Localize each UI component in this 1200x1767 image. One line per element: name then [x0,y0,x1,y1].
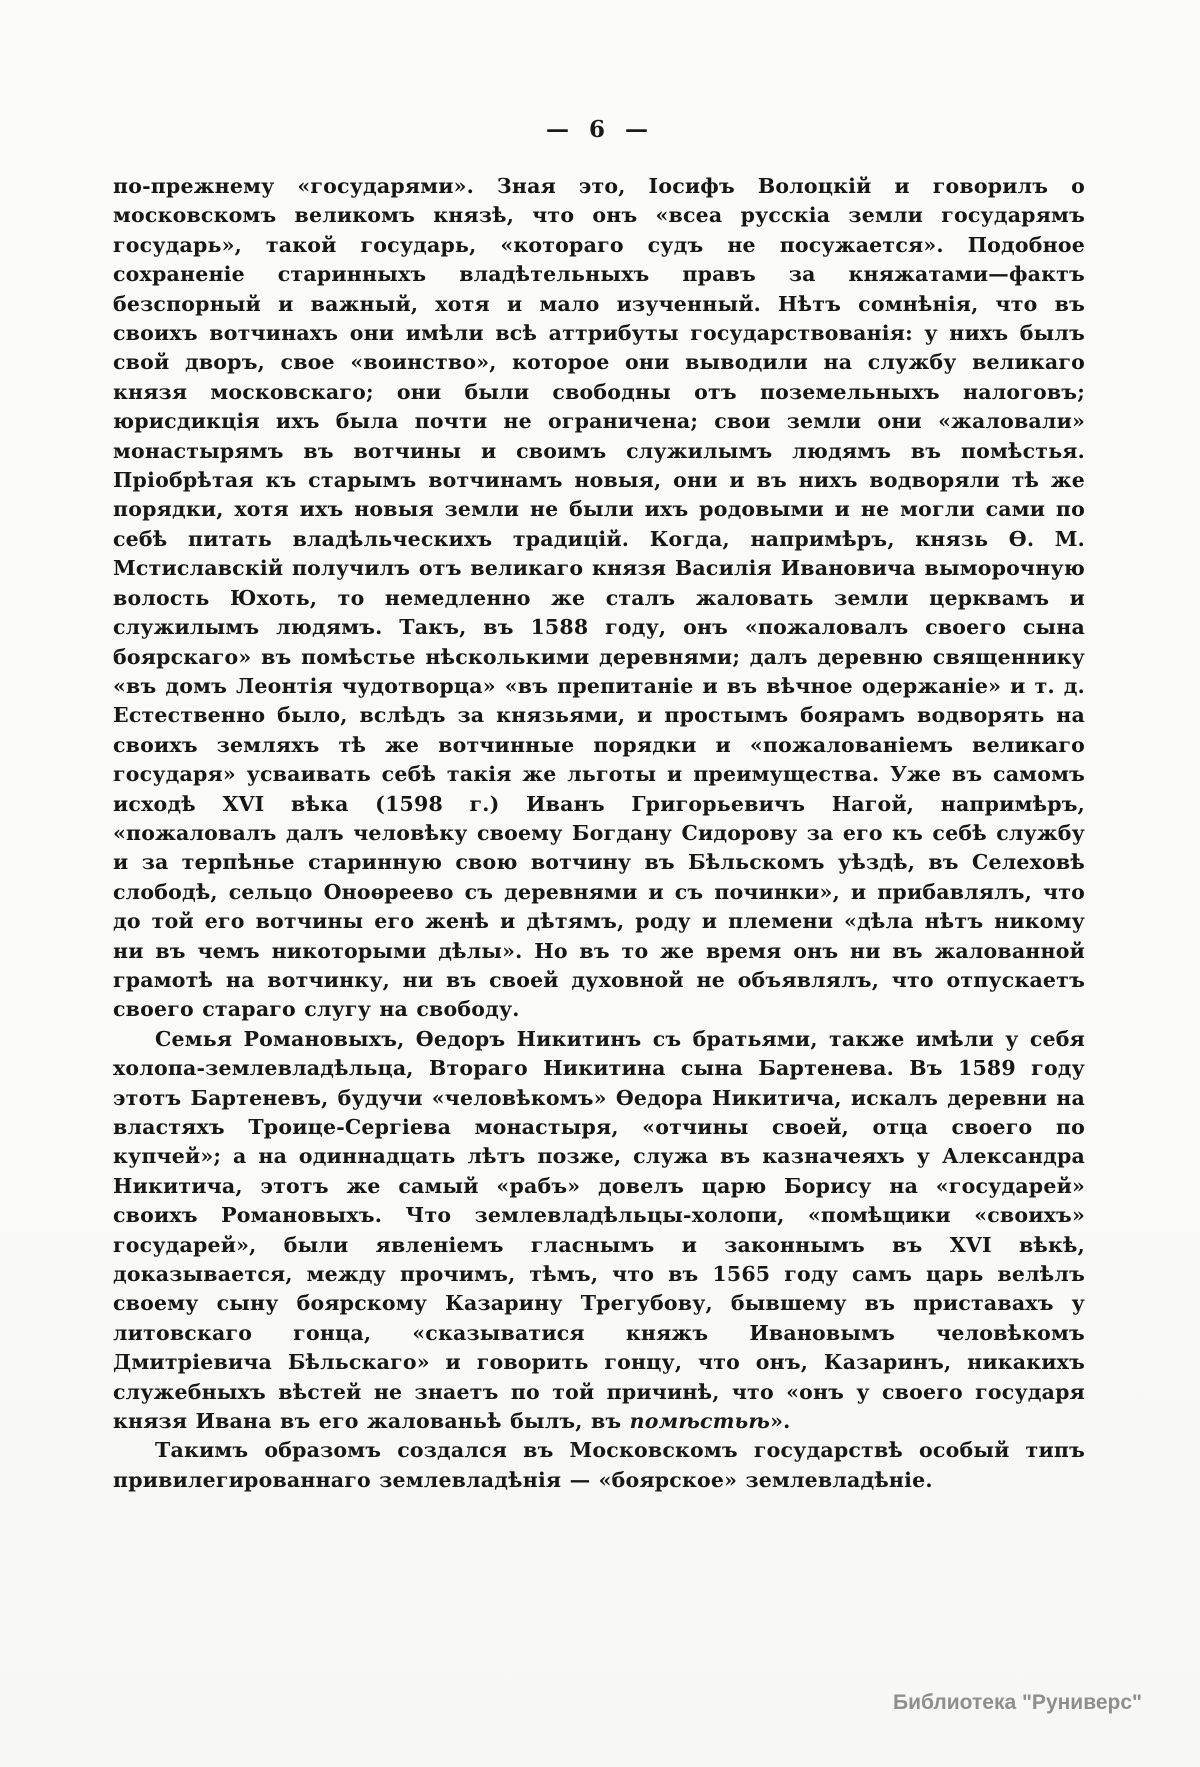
page-text-block [113,172,1085,1495]
paragraph-text: по-прежнему «государями». Зная это, Іосифъ Волоцкій и говорилъ о московскомъ великомъ князѣ, что онъ «всеа русскіа земли государямъ государь», такой государь, «котораго судъ не посужается». Подобное сохраненіе старинныхъ владѣтельныхъ правъ за княжатами—фактъ безспорный и важный, хотя и мало изученный. Нѣтъ сомнѣнія, что въ своихъ вотчинахъ они имѣли всѣ аттрибуты государствованія: у нихъ былъ свой дворъ, свое «воинство», которое они выводили на службу великаго князя московскаго; они были свободны отъ поземельныхъ налоговъ; юрисдикція ихъ была почти не ограничена; свои земли они «жаловали» монастырямъ въ вотчины и своимъ служилымъ людямъ въ помѣстья. Пріобрѣтая къ старымъ вотчинамъ новыя, они и въ нихъ водворяли тѣ же порядки, хотя ихъ новыя земли не были ихъ родовыми и не могли сами по себѣ питать владѣльческихъ традицій. Когда, напримѣръ, князь Ѳ. М. Мстиславскій получилъ отъ великаго князя Василія Ивановича выморочную волость Юхоть, то немедленно же сталъ жаловать земли церквамъ и служилымъ людямъ. Такъ, въ 1588 году, онъ «пожаловалъ своего сына боярскаго» въ помѣстье нѣсколькими деревнями; далъ деревню священнику «въ домъ Леонтія чудотворца» «въ препитаніе и въ вѣчное одержаніе» и т. д. Естественно было, вслѣдъ за князьями, и простымъ боярамъ водворять на своихъ земляхъ тѣ же вотчинные порядки и «пожалованіемъ великаго государя» усваивать себѣ такія же льготы и преимущества. Уже въ самомъ исходѣ XVI вѣка (1598 г.) Иванъ Григорьевичъ Нагой, напримѣръ, «пожаловалъ далъ человѣку своему Богдану Сидорову за его къ себѣ службу и за терпѣнье старинную свою вотчину въ Бѣльскомъ уѣздѣ, въ Селеховѣ слободѣ, сельцо Оноѳреево съ деревнями и съ починки», и прибавлялъ, что до той его вотчины его женѣ и дѣтямъ, роду и племени «дѣла нѣтъ никому ни въ чемъ никоторыми дѣлы». Но въ то же время онъ ни въ жалованной грамотѣ на вотчинку, ни въ своей духовной не объявлялъ, что отпускаетъ своего стараго слугу на свободу. [113,174,1085,1022]
paragraph-conclusion [113,1436,1085,1495]
emphasized-word: помѣстьѣ [629,1409,771,1434]
library-watermark: Библиотека "Руниверс" [892,1691,1142,1714]
paragraph-text: Семья Романовыхъ, Ѳедоръ Никитинъ съ братьями, также имѣли у себя холопа-землевладѣльца, Втораго Никитина сына Бартенева. Въ 1589 году этотъ Бартеневъ, будучи «человѣкомъ» Ѳедора Никитича, искалъ деревни на властяхъ Троице-Сергіева монастыря, «отчины своей, отца своего по купчей»; а на одиннадцать лѣтъ позже, служа въ казначеяхъ у Александра Никитича, этотъ же самый «рабъ» довелъ царю Борису на «государей» своихъ Романовыхъ. Что землевладѣльцы-холопи, «помѣщики «своихъ» государей», были явленіемъ гласнымъ и законнымъ въ XVI вѣкѣ, доказывается, между прочимъ, тѣмъ, что въ 1565 году самъ царь велѣлъ своему сыну боярскому Казарину Трегубову, бывшему въ приставахъ у литовскаго гонца, «сказыватися княжъ Ивановымъ человѣкомъ Дмитріевича Бѣльскаго» и говорить гонцу, что онъ, Казаринъ, никакихъ служебныхъ вѣстей не знаетъ по той причинѣ, что «онъ у своего государя князя Ивана въ его жалованьѣ былъ, въ [113,1026,1085,1434]
paragraph-text: Такимъ образомъ создался въ Московскомъ государствѣ особый типъ привилегированнаго землевладѣнія — «боярское» землевладѣніе. [113,1438,1085,1492]
paragraph-continuation [113,172,1085,1025]
paragraph-romanovs [113,1025,1085,1437]
paragraph-text: ». [770,1409,791,1434]
page-number: — 6 — [545,116,655,143]
